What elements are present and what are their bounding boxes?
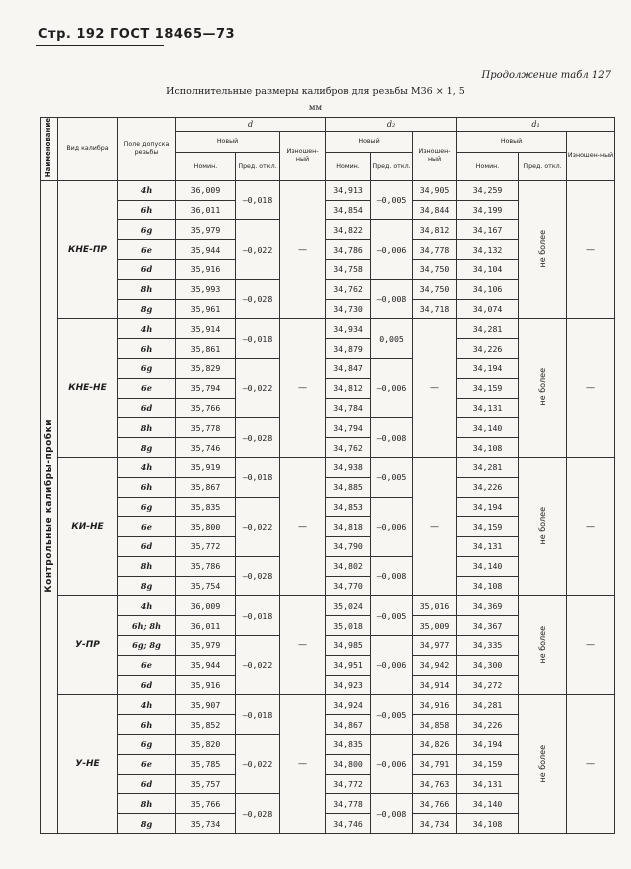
d-nominal-cell: 35,794 bbox=[176, 378, 236, 398]
d2-nominal-cell: 34,758 bbox=[326, 259, 371, 279]
tolerance-field-cell: 6h bbox=[118, 477, 176, 497]
d-nominal-cell: 35,944 bbox=[176, 655, 236, 675]
d2-deviation-cell: —0,008 bbox=[371, 794, 413, 834]
d-worn-header: Изношен-ный bbox=[280, 132, 326, 181]
d2-nominal-cell: 34,853 bbox=[326, 497, 371, 517]
table-body bbox=[41, 180, 615, 833]
d2-deviation-cell: —0,005 bbox=[371, 180, 413, 220]
tolerance-field-cell: 8g bbox=[118, 438, 176, 458]
d1-nominal-cell: 34,335 bbox=[457, 636, 519, 656]
not-more-label: не более bbox=[538, 744, 548, 782]
calibre-table bbox=[40, 117, 615, 834]
d1-deviation-cell bbox=[519, 695, 567, 834]
d2-nominal-cell: 34,879 bbox=[326, 339, 371, 359]
d2-worn-cell: 34,778 bbox=[413, 240, 457, 260]
tolerance-field-cell: 6e bbox=[118, 378, 176, 398]
d-nominal-cell: 35,914 bbox=[176, 319, 236, 339]
calibre-type-cell: КИ-НЕ bbox=[58, 457, 118, 596]
d-deviation-cell: —0,022 bbox=[236, 497, 280, 556]
d1-nominal-cell: 34,132 bbox=[457, 240, 519, 260]
d2-deviation-cell: —0,006 bbox=[371, 220, 413, 279]
d2-deviation-cell: —0,005 bbox=[371, 695, 413, 735]
d2-deviation-cell: —0,008 bbox=[371, 279, 413, 319]
d2-worn-cell: 34,766 bbox=[413, 794, 457, 814]
d1-nominal-header: Номин. bbox=[457, 152, 519, 180]
d2-nominal-cell: 34,802 bbox=[326, 556, 371, 576]
d-deviation-cell: —0,022 bbox=[236, 358, 280, 417]
d2-nominal-cell: 34,790 bbox=[326, 537, 371, 557]
d-deviation-cell: —0,028 bbox=[236, 556, 280, 596]
d1-nominal-cell: 34,281 bbox=[457, 695, 519, 715]
d2-nominal-cell: 34,800 bbox=[326, 754, 371, 774]
tolerance-field-cell: 4h bbox=[118, 596, 176, 616]
d1-nominal-cell: 34,259 bbox=[457, 180, 519, 200]
tolerance-field-cell: 6d bbox=[118, 675, 176, 695]
d2-nominal-cell: 34,762 bbox=[326, 279, 371, 299]
d1-deviation-cell bbox=[519, 319, 567, 458]
tolerance-field-cell: 8h bbox=[118, 418, 176, 438]
d2-deviation-cell: —0,005 bbox=[371, 596, 413, 636]
table-title: Исполнительные размеры калибров для резьбы М36 × 1, 5 bbox=[166, 86, 465, 97]
d2-nominal-cell: 34,923 bbox=[326, 675, 371, 695]
d2-nominal-cell: 35,024 bbox=[326, 596, 371, 616]
d2-nominal-cell: 34,924 bbox=[326, 695, 371, 715]
d2-worn-cell: 34,812 bbox=[413, 220, 457, 240]
tolerance-field-cell: 6h bbox=[118, 200, 176, 220]
d1-nominal-cell: 34,140 bbox=[457, 418, 519, 438]
d-nominal-cell: 35,785 bbox=[176, 754, 236, 774]
unit-label: мм bbox=[308, 103, 323, 113]
tolerance-field-cell: 6g bbox=[118, 220, 176, 240]
d1-worn-cell: — bbox=[567, 180, 615, 319]
d2-worn-header: Изношен-ный bbox=[413, 132, 457, 181]
d-nominal-cell: 35,961 bbox=[176, 299, 236, 319]
d-nominal-header: Номин. bbox=[176, 152, 236, 180]
d2-worn-cell: 34,858 bbox=[413, 715, 457, 735]
calibre-type-cell: У-НЕ bbox=[58, 695, 118, 834]
tolerance-field-cell: 4h bbox=[118, 457, 176, 477]
d-nominal-cell: 35,766 bbox=[176, 398, 236, 418]
d-nominal-cell: 35,916 bbox=[176, 259, 236, 279]
d1-nominal-cell: 34,194 bbox=[457, 358, 519, 378]
d2-worn-cell: — bbox=[413, 457, 457, 596]
d2-worn-cell: 34,942 bbox=[413, 655, 457, 675]
d-deviation-cell: —0,022 bbox=[236, 735, 280, 794]
d2-nominal-cell: 34,985 bbox=[326, 636, 371, 656]
d2-header: d₂ bbox=[326, 118, 457, 132]
tolerance-field-cell: 6e bbox=[118, 240, 176, 260]
d2-deviation-cell: —0,006 bbox=[371, 358, 413, 417]
not-more-label: не более bbox=[538, 625, 548, 664]
d2-nominal-cell: 34,934 bbox=[326, 319, 371, 339]
d2-nominal-cell: 34,818 bbox=[326, 517, 371, 537]
d2-deviation-cell: —0,006 bbox=[371, 636, 413, 695]
d-deviation-cell: —0,018 bbox=[236, 695, 280, 735]
group-header: Наименование bbox=[41, 118, 58, 181]
d1-header: d₁ bbox=[457, 118, 615, 132]
table-row bbox=[41, 596, 615, 616]
d-nominal-cell: 35,979 bbox=[176, 220, 236, 240]
tolerance-field-cell: 4h bbox=[118, 319, 176, 339]
d-nominal-cell: 35,861 bbox=[176, 339, 236, 359]
d-nominal-cell: 35,944 bbox=[176, 240, 236, 260]
d2-worn-cell: 34,750 bbox=[413, 279, 457, 299]
tolerance-field-cell: 6d bbox=[118, 259, 176, 279]
d2-deviation-cell: —0,008 bbox=[371, 556, 413, 596]
d2-worn-cell: 34,844 bbox=[413, 200, 457, 220]
tolerance-field-cell: 8g bbox=[118, 299, 176, 319]
d-worn-cell: — bbox=[280, 457, 326, 596]
d2-worn-cell: 34,734 bbox=[413, 814, 457, 834]
d1-worn-header: Изношен-ный bbox=[567, 132, 615, 181]
continuation-label: Продолжение табл 127 bbox=[481, 70, 611, 81]
d1-worn-cell: — bbox=[567, 319, 615, 458]
d2-nominal-cell: 34,822 bbox=[326, 220, 371, 240]
d2-nominal-cell: 34,762 bbox=[326, 438, 371, 458]
d1-nominal-cell: 34,131 bbox=[457, 774, 519, 794]
d-nominal-cell: 35,919 bbox=[176, 457, 236, 477]
tolerance-field-cell: 6g; 8g bbox=[118, 636, 176, 656]
header-rule bbox=[36, 45, 164, 46]
tolerance-field-cell: 4h bbox=[118, 180, 176, 200]
d1-nominal-cell: 34,108 bbox=[457, 576, 519, 596]
d-nominal-cell: 35,867 bbox=[176, 477, 236, 497]
d-nominal-cell: 35,829 bbox=[176, 358, 236, 378]
d2-deviation-header: Пред. откл. bbox=[371, 152, 413, 180]
d1-nominal-cell: 34,074 bbox=[457, 299, 519, 319]
tolerance-field-cell: 6e bbox=[118, 517, 176, 537]
tolerance-field-cell: 8h bbox=[118, 556, 176, 576]
tolerance-field-cell: 6h bbox=[118, 715, 176, 735]
d-deviation-header: Пред. откл. bbox=[236, 152, 280, 180]
d1-new-header: Новый bbox=[457, 132, 567, 153]
d-nominal-cell: 35,916 bbox=[176, 675, 236, 695]
d1-worn-cell: — bbox=[567, 695, 615, 834]
d2-nominal-cell: 34,913 bbox=[326, 180, 371, 200]
tolerance-field-cell: 6g bbox=[118, 358, 176, 378]
d2-nominal-cell: 34,772 bbox=[326, 774, 371, 794]
d2-nominal-cell: 34,786 bbox=[326, 240, 371, 260]
tolerance-field-cell: 6h; 8h bbox=[118, 616, 176, 636]
d1-nominal-cell: 34,369 bbox=[457, 596, 519, 616]
d2-worn-cell: 34,826 bbox=[413, 735, 457, 755]
d1-nominal-cell: 34,104 bbox=[457, 259, 519, 279]
d-nominal-cell: 35,800 bbox=[176, 517, 236, 537]
tolerance-field-cell: 8h bbox=[118, 794, 176, 814]
d2-worn-cell: 34,905 bbox=[413, 180, 457, 200]
d2-nominal-cell: 34,938 bbox=[326, 457, 371, 477]
d2-worn-cell: 34,914 bbox=[413, 675, 457, 695]
d1-nominal-cell: 34,131 bbox=[457, 537, 519, 557]
d-nominal-cell: 36,011 bbox=[176, 616, 236, 636]
tolerance-field-header: Поле допуска резьбы bbox=[118, 118, 176, 181]
d2-nominal-cell: 34,746 bbox=[326, 814, 371, 834]
calibre-type-cell: КНЕ-НЕ bbox=[58, 319, 118, 458]
d-nominal-cell: 35,766 bbox=[176, 794, 236, 814]
d-deviation-cell: —0,018 bbox=[236, 457, 280, 497]
not-more-label: не более bbox=[538, 506, 548, 545]
d2-worn-cell: 35,009 bbox=[413, 616, 457, 636]
d-worn-cell: — bbox=[280, 319, 326, 458]
d-nominal-cell: 35,734 bbox=[176, 814, 236, 834]
d1-nominal-cell: 34,159 bbox=[457, 754, 519, 774]
tolerance-field-cell: 6d bbox=[118, 398, 176, 418]
group-name: Контрольные калибры-пробки bbox=[44, 419, 54, 593]
d1-nominal-cell: 34,106 bbox=[457, 279, 519, 299]
d1-nominal-cell: 34,167 bbox=[457, 220, 519, 240]
d2-nominal-cell: 35,018 bbox=[326, 616, 371, 636]
d-worn-cell: — bbox=[280, 596, 326, 695]
d-nominal-cell: 35,778 bbox=[176, 418, 236, 438]
d1-nominal-cell: 34,226 bbox=[457, 715, 519, 735]
tolerance-field-cell: 6h bbox=[118, 339, 176, 359]
d2-nominal-cell: 34,885 bbox=[326, 477, 371, 497]
tolerance-field-cell: 6e bbox=[118, 655, 176, 675]
d2-nominal-cell: 34,951 bbox=[326, 655, 371, 675]
d-deviation-cell: —0,018 bbox=[236, 596, 280, 636]
calibre-type-cell: КНЕ-ПР bbox=[58, 180, 118, 319]
d2-worn-cell: 34,718 bbox=[413, 299, 457, 319]
d2-nominal-cell: 34,835 bbox=[326, 735, 371, 755]
tolerance-field-cell: 6g bbox=[118, 735, 176, 755]
d-nominal-cell: 35,979 bbox=[176, 636, 236, 656]
d2-nominal-cell: 34,784 bbox=[326, 398, 371, 418]
table-row bbox=[41, 180, 615, 200]
d1-nominal-cell: 34,367 bbox=[457, 616, 519, 636]
d2-new-header: Новый bbox=[326, 132, 413, 153]
group-label-cell bbox=[41, 180, 58, 833]
page-header: Стр. 192 ГОСТ 18465—73 bbox=[38, 27, 236, 42]
d2-deviation-cell: —0,006 bbox=[371, 497, 413, 556]
d-nominal-cell: 35,786 bbox=[176, 556, 236, 576]
d-deviation-cell: —0,028 bbox=[236, 279, 280, 319]
d1-nominal-cell: 34,131 bbox=[457, 398, 519, 418]
d-deviation-cell: —0,022 bbox=[236, 636, 280, 695]
d-worn-cell: — bbox=[280, 180, 326, 319]
d1-nominal-cell: 34,108 bbox=[457, 438, 519, 458]
d-deviation-cell: —0,018 bbox=[236, 319, 280, 359]
table-row bbox=[41, 319, 615, 339]
d1-worn-cell: — bbox=[567, 596, 615, 695]
tolerance-field-cell: 6e bbox=[118, 754, 176, 774]
d2-deviation-cell: —0,006 bbox=[371, 735, 413, 794]
d-deviation-cell: —0,028 bbox=[236, 794, 280, 834]
d-nominal-cell: 35,746 bbox=[176, 438, 236, 458]
d-nominal-cell: 35,820 bbox=[176, 735, 236, 755]
d2-nominal-cell: 34,730 bbox=[326, 299, 371, 319]
d-nominal-cell: 36,009 bbox=[176, 596, 236, 616]
d1-nominal-cell: 34,300 bbox=[457, 655, 519, 675]
tolerance-field-cell: 6d bbox=[118, 537, 176, 557]
d2-worn-cell: 34,977 bbox=[413, 636, 457, 656]
d2-nominal-cell: 34,794 bbox=[326, 418, 371, 438]
d-nominal-cell: 36,011 bbox=[176, 200, 236, 220]
not-more-label: не более bbox=[538, 368, 548, 406]
d1-nominal-cell: 34,140 bbox=[457, 556, 519, 576]
d2-worn-cell: 34,763 bbox=[413, 774, 457, 794]
d2-nominal-header: Номин. bbox=[326, 152, 371, 180]
calibre-type-cell: У-ПР bbox=[58, 596, 118, 695]
d2-nominal-cell: 34,778 bbox=[326, 794, 371, 814]
d2-deviation-cell: —0,005 bbox=[371, 457, 413, 497]
tolerance-field-cell: 4h bbox=[118, 695, 176, 715]
d2-nominal-cell: 34,770 bbox=[326, 576, 371, 596]
d1-deviation-cell bbox=[519, 180, 567, 319]
d1-nominal-cell: 34,159 bbox=[457, 517, 519, 537]
d-nominal-cell: 36,009 bbox=[176, 180, 236, 200]
d2-deviation-cell: 0,005 bbox=[371, 319, 413, 359]
d1-nominal-cell: 34,108 bbox=[457, 814, 519, 834]
d1-nominal-cell: 34,159 bbox=[457, 378, 519, 398]
d2-nominal-cell: 34,812 bbox=[326, 378, 371, 398]
d-deviation-cell: —0,022 bbox=[236, 220, 280, 279]
tolerance-field-cell: 6d bbox=[118, 774, 176, 794]
d-nominal-cell: 35,907 bbox=[176, 695, 236, 715]
tolerance-field-cell: 8g bbox=[118, 576, 176, 596]
tolerance-field-cell: 6g bbox=[118, 497, 176, 517]
d1-deviation-cell bbox=[519, 596, 567, 695]
calibre-type-header: Вид калибра bbox=[58, 118, 118, 181]
not-more-label: не более bbox=[538, 229, 548, 268]
d-nominal-cell: 35,852 bbox=[176, 715, 236, 735]
d-nominal-cell: 35,754 bbox=[176, 576, 236, 596]
d2-nominal-cell: 34,867 bbox=[326, 715, 371, 735]
d-nominal-cell: 35,835 bbox=[176, 497, 236, 517]
d1-nominal-cell: 34,226 bbox=[457, 477, 519, 497]
table-row bbox=[41, 457, 615, 477]
d1-worn-cell: — bbox=[567, 457, 615, 596]
d1-nominal-cell: 34,140 bbox=[457, 794, 519, 814]
d1-nominal-cell: 34,194 bbox=[457, 735, 519, 755]
d1-deviation-header: Пред. откл. bbox=[519, 152, 567, 180]
d1-nominal-cell: 34,194 bbox=[457, 497, 519, 517]
d-deviation-cell: —0,028 bbox=[236, 418, 280, 458]
d-new-header: Новый bbox=[176, 132, 280, 153]
tolerance-field-cell: 8g bbox=[118, 814, 176, 834]
d-header: d bbox=[176, 118, 326, 132]
table-head bbox=[41, 118, 615, 181]
d1-deviation-cell bbox=[519, 457, 567, 596]
d1-nominal-cell: 34,281 bbox=[457, 319, 519, 339]
d-deviation-cell: —0,018 bbox=[236, 180, 280, 220]
d2-nominal-cell: 34,854 bbox=[326, 200, 371, 220]
d-worn-cell: — bbox=[280, 695, 326, 834]
d2-nominal-cell: 34,847 bbox=[326, 358, 371, 378]
d2-worn-cell: 34,916 bbox=[413, 695, 457, 715]
d2-worn-cell: 34,750 bbox=[413, 259, 457, 279]
d-nominal-cell: 35,757 bbox=[176, 774, 236, 794]
d2-worn-cell: 35,016 bbox=[413, 596, 457, 616]
d-nominal-cell: 35,772 bbox=[176, 537, 236, 557]
d-nominal-cell: 35,993 bbox=[176, 279, 236, 299]
d2-deviation-cell: —0,008 bbox=[371, 418, 413, 458]
d2-worn-cell: — bbox=[413, 319, 457, 458]
tolerance-field-cell: 8h bbox=[118, 279, 176, 299]
d1-nominal-cell: 34,199 bbox=[457, 200, 519, 220]
table-row bbox=[41, 695, 615, 715]
d2-worn-cell: 34,791 bbox=[413, 754, 457, 774]
d1-nominal-cell: 34,226 bbox=[457, 339, 519, 359]
d1-nominal-cell: 34,272 bbox=[457, 675, 519, 695]
d1-nominal-cell: 34,281 bbox=[457, 457, 519, 477]
